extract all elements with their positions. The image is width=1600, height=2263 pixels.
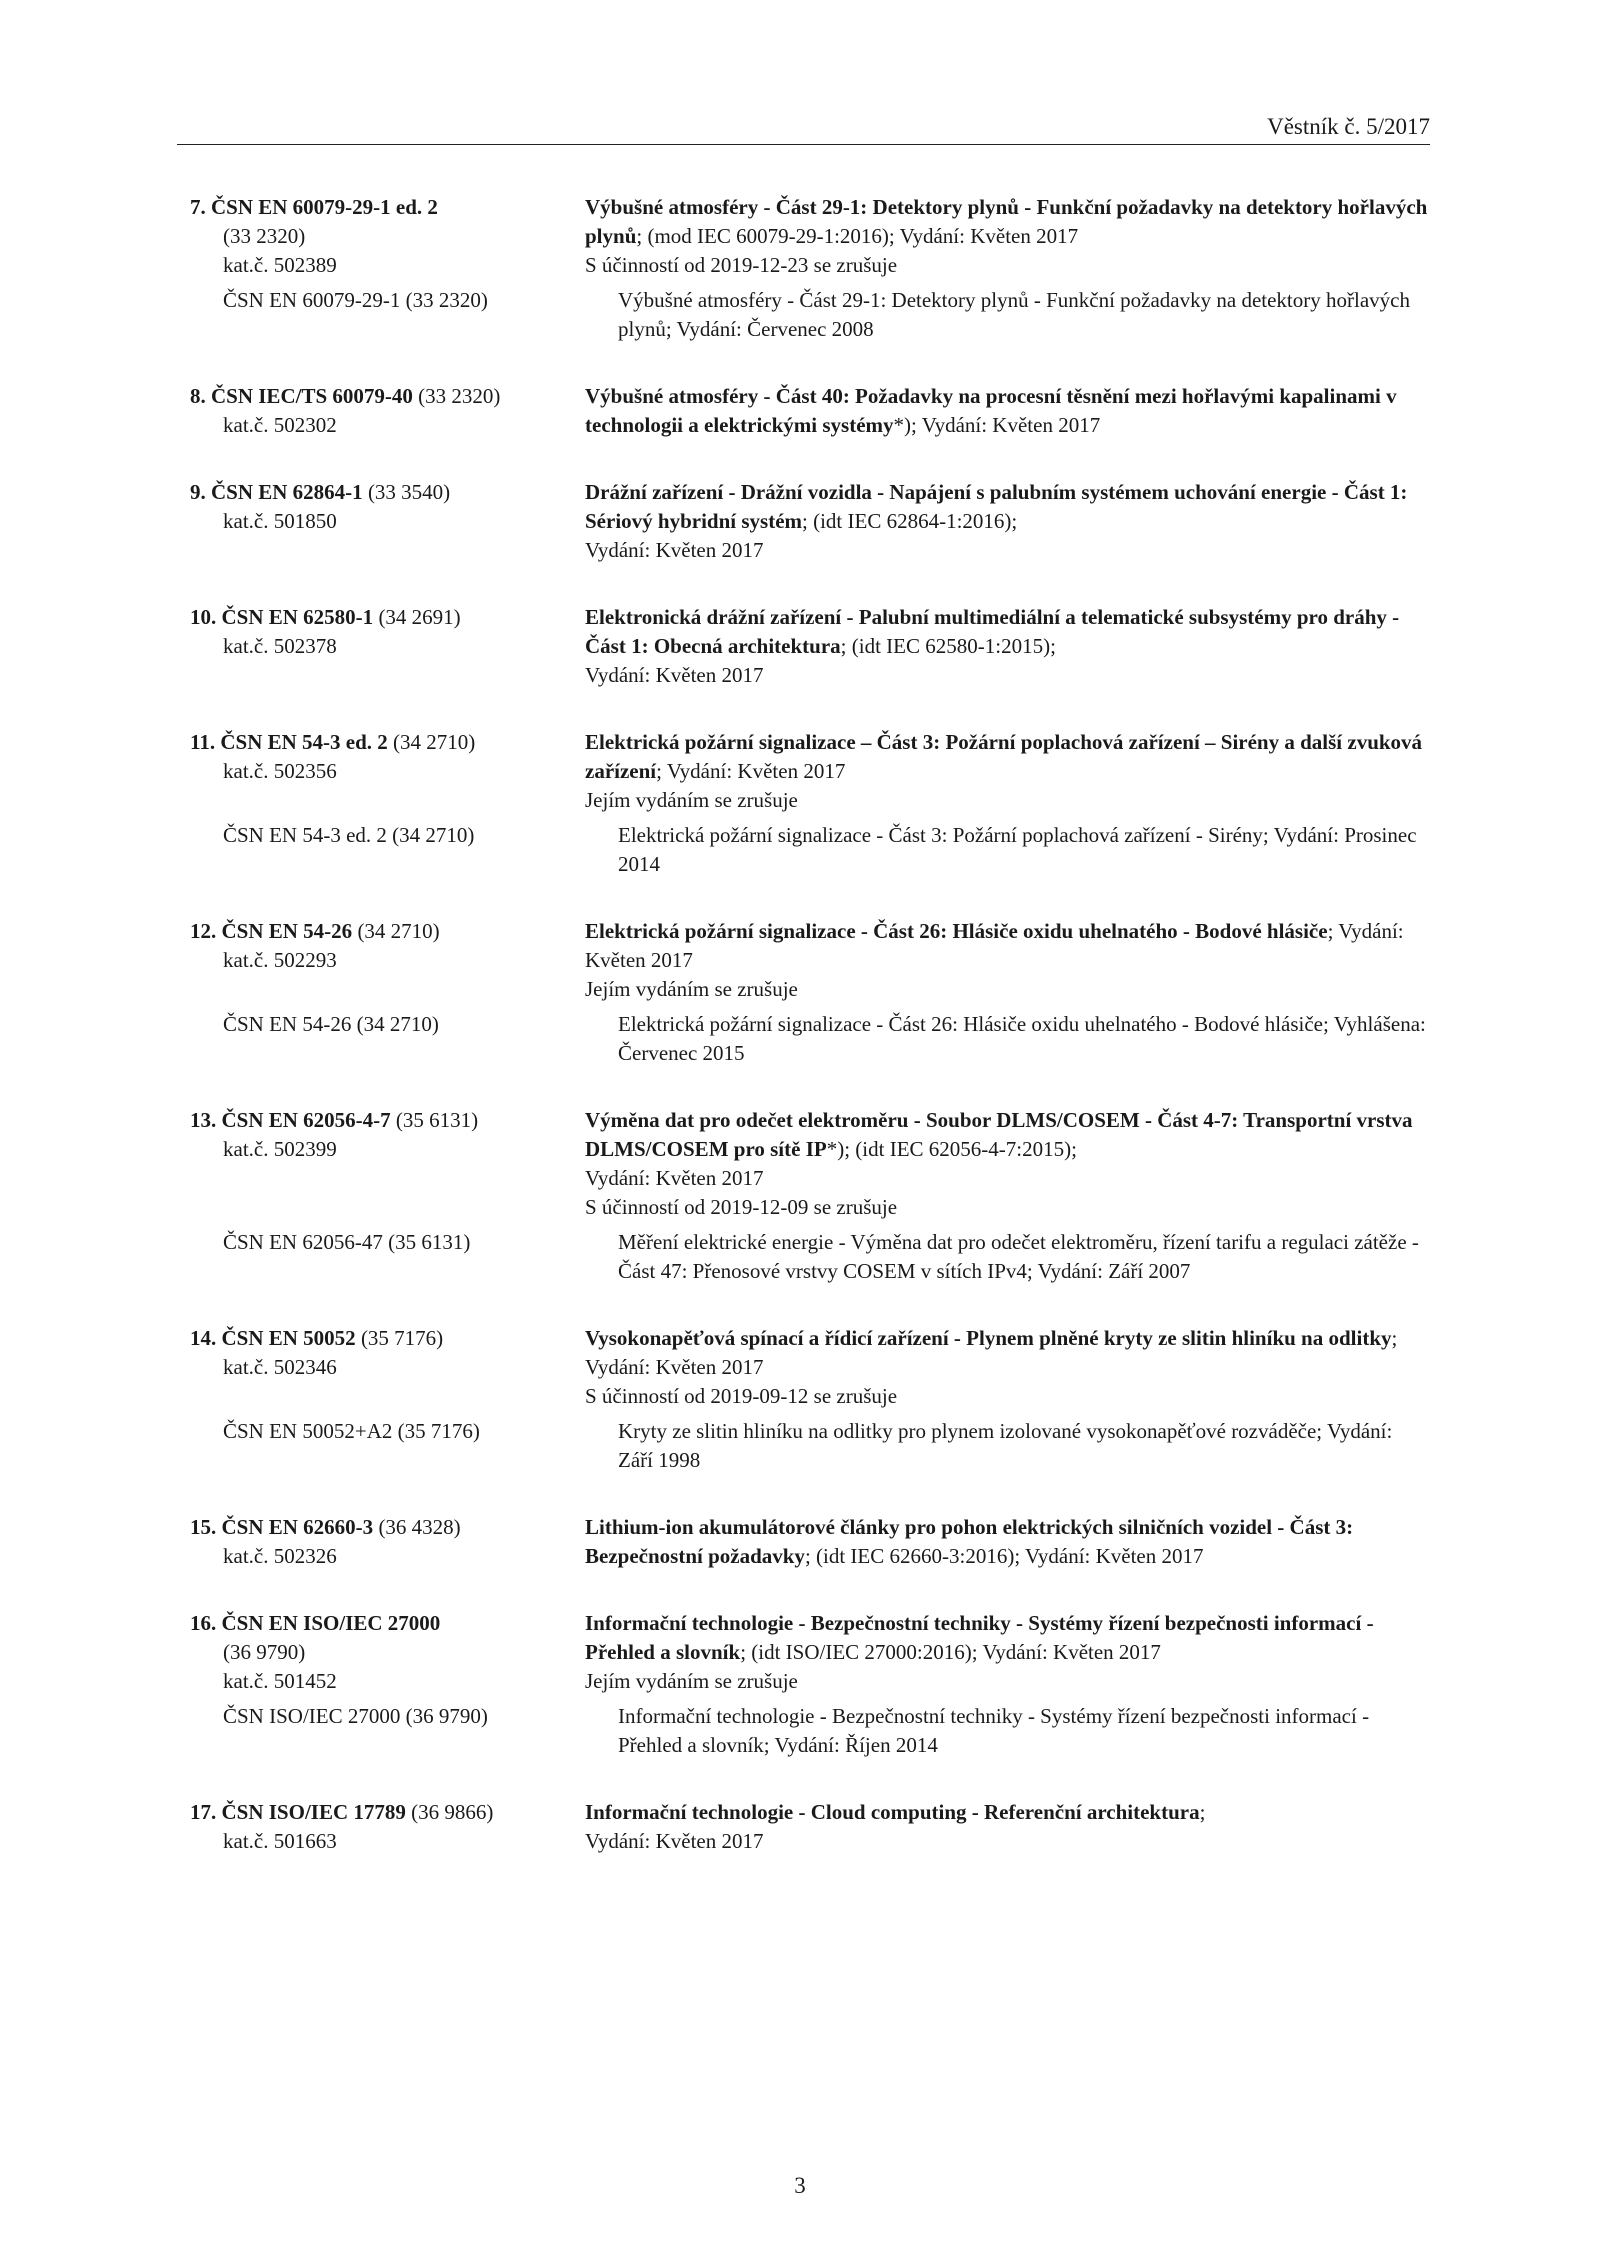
catalog-number: kat.č. 502389 — [223, 253, 337, 277]
class-number: (36 4328) — [373, 1515, 461, 1539]
standard-title-block — [585, 1609, 1430, 1696]
standard-code-block: 11. ČSN EN 54-3 ed. 2 (34 2710) kat.č. 502356 — [190, 728, 585, 815]
standard-entry-12 — [190, 917, 1430, 1068]
replaced-title: Měření elektrické energie - Výměna dat pro odečet elektroměru, řízení tarifu a regulaci zátěže - Část 47: Přenosové vrstvy COSEM v sítích IPv4; Vydání: Září 2007 — [618, 1230, 1419, 1283]
standard-details: ; (mod IEC 60079-29-1:2016); Vydání: Květen 2017 — [636, 224, 1079, 248]
standard-code: ČSN EN 62660-3 — [221, 1515, 374, 1539]
standard-code: ČSN EN 54-26 — [221, 919, 353, 943]
page-header — [177, 112, 1430, 145]
class-number: (33 2320) — [223, 224, 306, 248]
standard-entry-15 — [190, 1513, 1430, 1571]
standard-entry-7 — [190, 193, 1430, 344]
bulletin-title: Věstník č. 5/2017 — [1267, 114, 1430, 139]
standard-title-block — [585, 382, 1430, 440]
issue-date: Vydání: Květen 2017 — [585, 1829, 764, 1853]
standard-title: Elektronická drážní zařízení - Palubní multimediální a telematické subsystémy pro dráhy - Část 1: Obecná architektura — [585, 605, 1400, 658]
standard-details: ; (idt ISO/IEC 27000:2016); Vydání: Květen 2017 — [740, 1640, 1161, 1664]
standard-code-block: 14. ČSN EN 50052 (35 7176) kat.č. 502346 — [190, 1324, 585, 1411]
class-number: (36 9866) — [405, 1800, 494, 1824]
standard-entry-17 — [190, 1798, 1430, 1856]
standard-code-block: 7. ČSN EN 60079-29-1 ed. 2 (33 2320) kat.č. 502389 — [190, 193, 585, 280]
standard-details: ; Vydání: Květen 2017 — [585, 1326, 1398, 1379]
standard-title-block — [585, 478, 1430, 565]
withdrawal-note: Jejím vydáním se zrušuje — [585, 1669, 798, 1693]
standard-entry-16 — [190, 1609, 1430, 1760]
standard-details: *); Vydání: Květen 2017 — [893, 413, 1101, 437]
withdrawal-note: S účinností od 2019-12-09 se zrušuje — [585, 1195, 898, 1219]
standard-details: ; Vydání: Květen 2017 — [656, 759, 846, 783]
standard-entry-9 — [190, 478, 1430, 565]
standard-code: ČSN EN 50052 — [221, 1326, 356, 1350]
standard-code: ČSN EN 62864-1 — [211, 480, 363, 504]
standard-code-block: 9. ČSN EN 62864-1 (33 3540) kat.č. 501850 — [190, 478, 585, 565]
catalog-number: kat.č. 502293 — [223, 948, 337, 972]
issue-date: Vydání: Květen 2017 — [585, 538, 764, 562]
standard-code: ČSN IEC/TS 60079-40 — [211, 384, 413, 408]
catalog-number: kat.č. 501452 — [223, 1669, 337, 1693]
standard-title: Informační technologie - Bezpečnostní techniky - Systémy řízení bezpečnosti informací - Přehled a slovník — [585, 1611, 1374, 1664]
replaced-code: ČSN EN 62056-47 (35 6131) — [223, 1230, 471, 1254]
standard-code-block: 8. ČSN IEC/TS 60079-40 (33 2320) kat.č. 502302 — [190, 382, 585, 440]
standard-code: ČSN EN 62580-1 — [221, 605, 374, 629]
replaced-title: Elektrická požární signalizace - Část 26: Hlásiče oxidu uhelnatého - Bodové hlásiče; Vyhlášena: Červenec 2015 — [618, 1012, 1426, 1065]
replaced-title: Elektrická požární signalizace - Část 3: Požární poplachová zařízení - Sirény; Vydání: Prosinec 2014 — [618, 823, 1417, 876]
replaced-code: ČSN EN 54-3 ed. 2 (34 2710) — [223, 823, 475, 847]
catalog-number: kat.č. 502302 — [223, 413, 337, 437]
replaced-title: Výbušné atmosféry - Část 29-1: Detektory plynů - Funkční požadavky na detektory hořlavých plynů; Vydání: Červenec 2008 — [618, 288, 1410, 341]
standard-details: ; (idt IEC 62660-3:2016); Vydání: Květen 2017 — [804, 1544, 1204, 1568]
standard-code: ČSN EN 62056-4-7 — [221, 1108, 391, 1132]
standard-title-block — [585, 1106, 1430, 1222]
catalog-number: kat.č. 502399 — [223, 1137, 337, 1161]
withdrawal-note: S účinností od 2019-09-12 se zrušuje — [585, 1384, 898, 1408]
standard-title-block — [585, 603, 1430, 690]
standard-code-block: 13. ČSN EN 62056-4-7 (35 6131) kat.č. 502399 — [190, 1106, 585, 1222]
standard-code: ČSN EN ISO/IEC 27000 — [221, 1611, 441, 1635]
standard-title: Výbušné atmosféry - Část 29-1: Detektory plynů - Funkční požadavky na detektory hořlavých plynů — [585, 195, 1428, 248]
standard-title-block — [585, 917, 1430, 1004]
issue-date: Vydání: Květen 2017 — [585, 1166, 764, 1190]
standard-title: Výbušné atmosféry - Část 40: Požadavky na procesní těsnění mezi hořlavými kapalinami v technologii a elektrickými systémy — [585, 384, 1397, 437]
standard-details: ; Vydání: Květen 2017 — [585, 919, 1404, 972]
catalog-number: kat.č. 502356 — [223, 759, 337, 783]
standard-code: ČSN EN 60079-29-1 ed. 2 — [211, 195, 438, 219]
catalog-number: kat.č. 502378 — [223, 634, 337, 658]
standard-title-block — [585, 1798, 1430, 1856]
replaced-code: ČSN ISO/IEC 27000 (36 9790) — [223, 1704, 488, 1728]
class-number: (36 9790) — [223, 1640, 306, 1664]
standard-title: Drážní zařízení - Drážní vozidla - Napájení s palubním systémem uchování energie - Část 1: Sériový hybridní systém — [585, 480, 1408, 533]
standard-entry-14 — [190, 1324, 1430, 1475]
class-number: (33 2320) — [412, 384, 501, 408]
standard-title: Výměna dat pro odečet elektroměru - Soubor DLMS/COSEM - Část 4-7: Transportní vrstva DLMS/COSEM pro sítě IP — [585, 1108, 1413, 1161]
standard-title-block — [585, 1513, 1430, 1571]
withdrawal-note: S účinností od 2019-12-23 se zrušuje — [585, 253, 898, 277]
standard-code: ČSN ISO/IEC 17789 — [221, 1800, 406, 1824]
class-number: (34 2710) — [387, 730, 476, 754]
standard-details: ; (idt IEC 62580-1:2015); — [840, 634, 1056, 658]
class-number: (35 6131) — [390, 1108, 479, 1132]
replaced-title: Informační technologie - Bezpečnostní techniky - Systémy řízení bezpečnosti informací - Přehled a slovník; Vydání: Říjen 2014 — [618, 1704, 1370, 1757]
standard-entry-10 — [190, 603, 1430, 690]
standard-details: ; (idt IEC 62864-1:2016); — [802, 509, 1018, 533]
standard-details: *); (idt IEC 62056-4-7:2015); — [826, 1137, 1077, 1161]
replaced-title: Kryty ze slitin hliníku na odlitky pro plynem izolované vysokonapěťové rozváděče; Vydání: Září 1998 — [618, 1419, 1393, 1472]
replaced-code: ČSN EN 54-26 (34 2710) — [223, 1012, 439, 1036]
standard-title: Lithium-ion akumulátorové články pro pohon elektrických silničních vozidel - Část 3: Bezpečnostní požadavky — [585, 1515, 1354, 1568]
standards-list — [190, 193, 1430, 1894]
standard-title-block — [585, 1324, 1430, 1411]
replaced-code: ČSN EN 50052+A2 (35 7176) — [223, 1419, 480, 1443]
standard-code-block: 10. ČSN EN 62580-1 (34 2691) kat.č. 502378 — [190, 603, 585, 690]
page-number: 3 — [794, 2173, 806, 2198]
withdrawal-note: Jejím vydáním se zrušuje — [585, 788, 798, 812]
class-number: (33 3540) — [362, 480, 451, 504]
replaced-code: ČSN EN 60079-29-1 (33 2320) — [223, 288, 488, 312]
standard-code-block: 12. ČSN EN 54-26 (34 2710) kat.č. 502293 — [190, 917, 585, 1004]
standard-code-block: 17. ČSN ISO/IEC 17789 (36 9866) kat.č. 501663 — [190, 1798, 585, 1856]
standard-details: ; — [1199, 1800, 1206, 1824]
class-number: (35 7176) — [355, 1326, 444, 1350]
standard-title-block — [585, 728, 1430, 815]
standard-entry-8 — [190, 382, 1430, 440]
standard-title: Informační technologie - Cloud computing - Referenční architektura — [585, 1800, 1200, 1824]
class-number: (34 2710) — [352, 919, 440, 943]
catalog-number: kat.č. 502326 — [223, 1544, 337, 1568]
withdrawal-note: Jejím vydáním se zrušuje — [585, 977, 798, 1001]
standard-title: Vysokonapěťová spínací a řídicí zařízení - Plynem plněné kryty ze slitin hliníku na odlitky — [585, 1326, 1392, 1350]
standard-title-block — [585, 193, 1430, 280]
standard-code: ČSN EN 54-3 ed. 2 — [220, 730, 388, 754]
standard-code-block: 16. ČSN EN ISO/IEC 27000 (36 9790) kat.č. 501452 — [190, 1609, 585, 1696]
standard-code-block: 15. ČSN EN 62660-3 (36 4328) kat.č. 502326 — [190, 1513, 585, 1571]
standard-title: Elektrická požární signalizace - Část 26: Hlásiče oxidu uhelnatého - Bodové hlásiče — [585, 919, 1328, 943]
standard-entry-11 — [190, 728, 1430, 879]
catalog-number: kat.č. 501850 — [223, 509, 337, 533]
issue-date: Vydání: Květen 2017 — [585, 663, 764, 687]
catalog-number: kat.č. 501663 — [223, 1829, 337, 1853]
catalog-number: kat.č. 502346 — [223, 1355, 337, 1379]
standard-title: Elektrická požární signalizace – Část 3: Požární poplachová zařízení – Sirény a další zvuková zařízení — [585, 730, 1423, 783]
standard-entry-13 — [190, 1106, 1430, 1286]
class-number: (34 2691) — [373, 605, 461, 629]
